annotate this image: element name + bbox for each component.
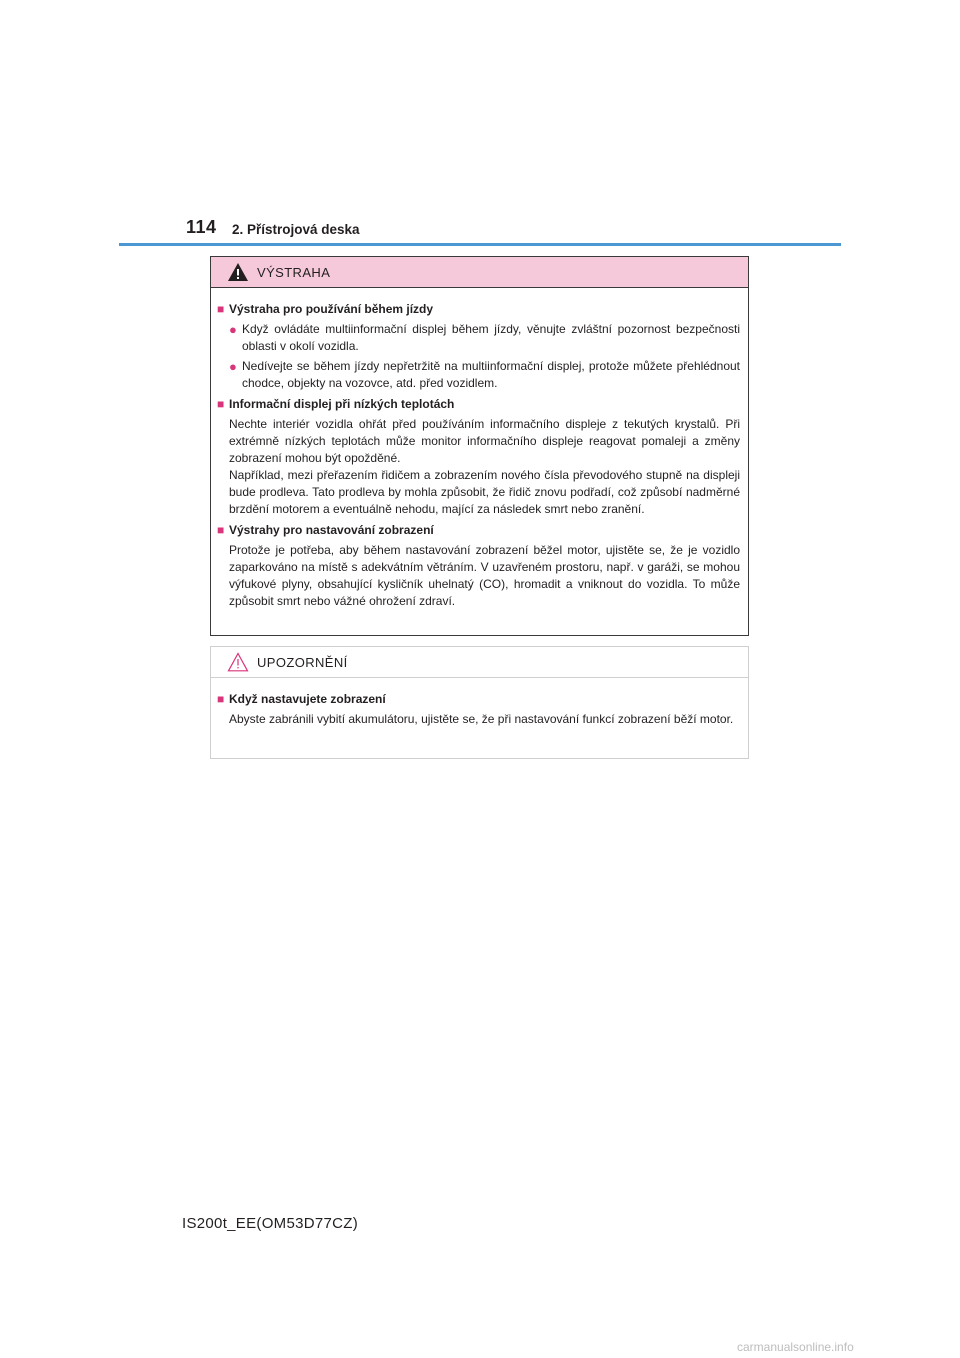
square-bullet-icon: ■ [217, 692, 225, 706]
page-header [0, 0, 960, 250]
page-number: 114 [186, 217, 217, 237]
round-bullet-icon: ● [229, 322, 237, 337]
list-item [229, 358, 740, 392]
warning-box-body [211, 288, 748, 610]
square-bullet-icon: ■ [217, 302, 225, 316]
square-bullet-icon: ■ [217, 523, 225, 537]
caution-triangle-icon [227, 652, 249, 672]
heading-text: Výstraha pro používání během jízdy [229, 302, 434, 316]
bullet-text: Když ovládáte multiinformační displej během jízdy, věnujte zvláštní pozornost bezpečnosti oblasti v okolí vozidla. [242, 322, 740, 353]
header-rule [119, 243, 841, 246]
watermark: carmanualsonline.info [737, 1340, 854, 1354]
warning-heading-display-settings [217, 522, 740, 539]
warning-box [210, 256, 749, 636]
list-item [229, 321, 740, 355]
paragraph: Nechte interiér vozidla ohřát před používáním informačního displeje z tekutých krystalů. Při extrémně nízkých teplotách může monitor informačního displeje reagovat pomaleji a změny zobrazení mohou být opožděné. [229, 417, 740, 465]
warning-heading-driving [217, 301, 740, 318]
heading-text: Výstrahy pro nastavování zobrazení [229, 523, 434, 537]
warning-title: VÝSTRAHA [257, 264, 331, 280]
paragraph: Například, mezi přeřazením řidičem a zobrazením nového čísla převodového stupně na displeji bude prodleva. Tato prodleva by mohla způsobit, že řidič znovu podřadí, což způsobí nadměrné brzdění motorem a eventuálně nehodu, mající za následek smrt nebo zranění. [229, 468, 740, 516]
round-bullet-icon: ● [229, 359, 237, 374]
caution-box-header [211, 647, 748, 678]
caution-title: UPOZORNĚNÍ [257, 654, 348, 670]
heading-text: Když nastavujete zobrazení [229, 692, 386, 706]
caution-box-body [211, 678, 748, 728]
warning-box-header [211, 257, 748, 288]
paragraph: Abyste zabránili vybití akumulátoru, ujistěte se, že při nastavování funkcí zobrazení běží motor. [229, 712, 734, 726]
warning-heading-low-temp [217, 396, 740, 413]
square-bullet-icon: ■ [217, 397, 225, 411]
warning-triangle-icon [227, 262, 249, 282]
caution-heading-settings [217, 691, 740, 708]
caution-box [210, 646, 749, 759]
bullet-text: Nedívejte se během jízdy nepřetržitě na multiinformační displej, protože můžete přehlédnout chodce, objekty na vozovce, atd. před vozidlem. [242, 359, 740, 390]
section-title: 2. Přístrojová deska [232, 222, 360, 237]
paragraph: Protože je potřeba, aby během nastavování zobrazení běžel motor, ujistěte se, že je vozidlo zaparkováno na místě s adekvátním větráním. V uzavřeném prostoru, např. v garáži, se mohou výfukové plyny, obsahující kysličník uhelnatý (CO), hromadit a vniknout do vozidla. To může způsobit smrt nebo vážné ohrožení zdraví. [229, 543, 740, 608]
manual-code: IS200t_EE(OM53D77CZ) [182, 1215, 359, 1232]
heading-text: Informační displej při nízkých teplotách [229, 397, 455, 411]
